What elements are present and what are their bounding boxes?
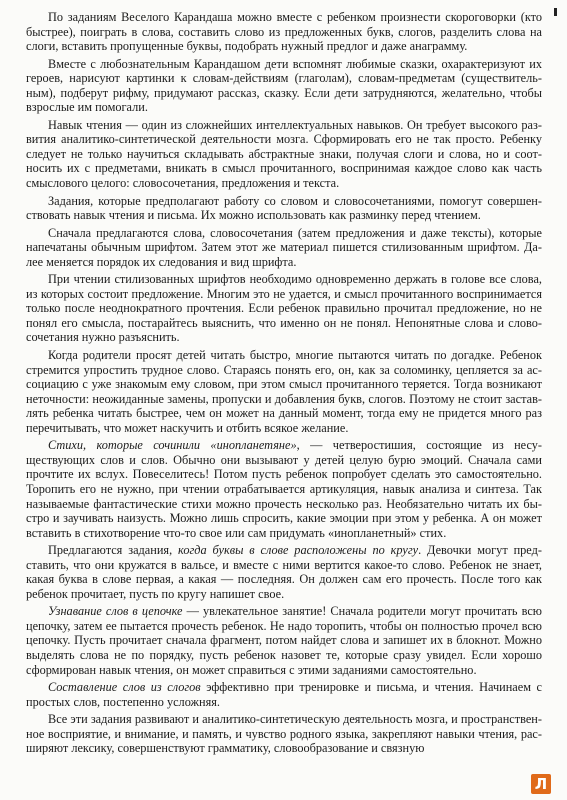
paragraph — [26, 118, 542, 191]
text-body — [26, 10, 542, 756]
text-run: — увлекательное занятие! Сначала родители могут прочитать всю цепочку, затем ее пытается прочесть ребенок. Не надо торопить, чтобы он полностью прочел всю цепочку. Пусть прочитает сначала фрагмент, потом найдет слова и запишет их в блокнот. Можно выделять слова не по порядку, пусть ребенок назовет те, которые сразу увидел. Если хорошо сформирован навык чтения, он может справиться с этими заданиями самостоятельно. — [26, 604, 542, 677]
italic-term: когда буквы в слове расположены по кругу — [178, 543, 419, 558]
text-run: Сначала предлагаются слова, словосочетания (затем предложения и даже тексты), которые напечатаны обычным шрифтом. Затем этот же материал пишется стилизованным шрифтом. Далее меняется порядок их следования и вид шрифта. — [26, 225, 542, 269]
paragraph — [26, 543, 542, 601]
text-run: Все эти задания развивают и аналитико-синтетическую деятельность мозга, и пространственное восприятие, и внимание, и память, и чувство родного языка, закрепляют навыки чтения, расширяют лексику, совершенствуют грамматику, словообразование и связную — [26, 712, 542, 756]
text-run: По заданиям Веселого Карандаша можно вместе с ребенком произнести скороговорки (кто быстрее), поиграть в слова, составить слово из предложенных букв, слогов, разделить слова на слоги, вставить пропущенные буквы, подобрать нужный предлог и даже анаграмму. — [26, 10, 542, 54]
text-run: Вместе с любознательным Карандашом дети вспомнят любимые сказки, охарактеризуют их героев, нарисуют картинки к словам-действиям (глаголам), словам-предметам (существительным), подберут рифму, придумают рассказ, сказку. Если дети затрудняются, желательно, чтобы взрослые им помогали. — [26, 56, 542, 115]
italic-term: Составление слов из слогов — [48, 680, 201, 695]
publisher-logo-icon: Л — [531, 774, 551, 794]
text-run: Задания, которые предполагают работу со словом и словосочетаниями, помогут совершенствовать навык чтения и письма. Их можно использовать как разминку перед чтением. — [26, 193, 542, 223]
text-run: эффективно при тренировке и письма, и чтения. Начинаем с простых слов, постепенно усложняя. — [26, 680, 542, 709]
paragraph — [26, 604, 542, 677]
text-run: . Девочки могут представить, что они кружатся в вальсе, и вместе с ними вертится какое-то слово. Ребенок не знает, какая буква в слове первая, а какая — последняя. Он должен сам его прочесть. После того как ребенок прочитает, пусть по кругу напишет свое. — [26, 543, 542, 601]
text-run: , — четверостишия, состоящие из несуществующих слов и слов. Обычно они вызывают у детей целую бурю эмоций. Сначала сами прочтите их вслух. Повеселитесь! Потом пусть ребенок попробует сделать это самостоятельно. Торопить его не нужно, при чтении отрабатывается артикуляция, навык анализа и синтеза. Так называемые фантастические стихи можно прочесть несколько раз. Необязательно читать их быстро и заучивать наизусть. Можно лишь спросить, какие эмоции при этом у ребенка. А он может вставить в стихотворение что-то свое или сам придумать «инопланетный» стих. — [26, 438, 542, 540]
paragraph — [26, 348, 542, 435]
corner-mark — [554, 8, 557, 16]
text-run: Навык чтения — один из сложнейших интеллектуальных навыков. Он требует высокого развития аналитико-синтетической деятельности мозга. Сформировать его не так просто. Ребенку следует не только научиться складывать абстрактные знаки, получая слоги и слова, но и соотносить их с предметами, вникать в смысл прочитанного, воспринимая каждое слово как часть смыслового целого: словосочетания, предложения и текста. — [26, 117, 542, 191]
text-run: Когда родители просят детей читать быстро, многие пытаются читать по догадке. Ребенок стремится упростить трудное слово. Стараясь понять его, он, как за соломинку, цепляется за ассоциацию с уже знакомым ему словом, при этом смысл прочитанного теряется. Тогда возникают неточности: неожиданные замены, пропуски и добавления букв, слогов. Поэтому не стоит заставлять ребенка читать быстрее, чем он может на данный момент, тогда ему не придется много раз перечитывать, что может наскучить и отбить всякое желание. — [26, 348, 542, 435]
paragraph — [26, 57, 542, 115]
paragraph — [26, 10, 542, 54]
paragraph — [26, 680, 542, 709]
italic-term: Стихи, которые сочинили «инопланетяне» — [48, 438, 297, 453]
paragraph — [26, 438, 542, 540]
text-run: При чтении стилизованных шрифтов необходимо одновременно держать в голове все слова, из которых состоит предложение. Многим это не удается, и смысл прочитанного воспринимается только после неоднократного прочтения. Если ребенок правильно прочитал предложение, но не понял его смысла, постарайтесь выяснить, что именно он не понял. Непонятные слова и словосочетания нужно разъяснить. — [26, 272, 542, 345]
document-page — [26, 10, 542, 759]
paragraph — [26, 712, 542, 756]
paragraph — [26, 226, 542, 270]
paragraph — [26, 194, 542, 223]
text-run: Предлагаются задания, — [48, 543, 179, 558]
italic-term: Узнавание слов в цепочке — [48, 604, 183, 619]
paragraph — [26, 272, 542, 345]
